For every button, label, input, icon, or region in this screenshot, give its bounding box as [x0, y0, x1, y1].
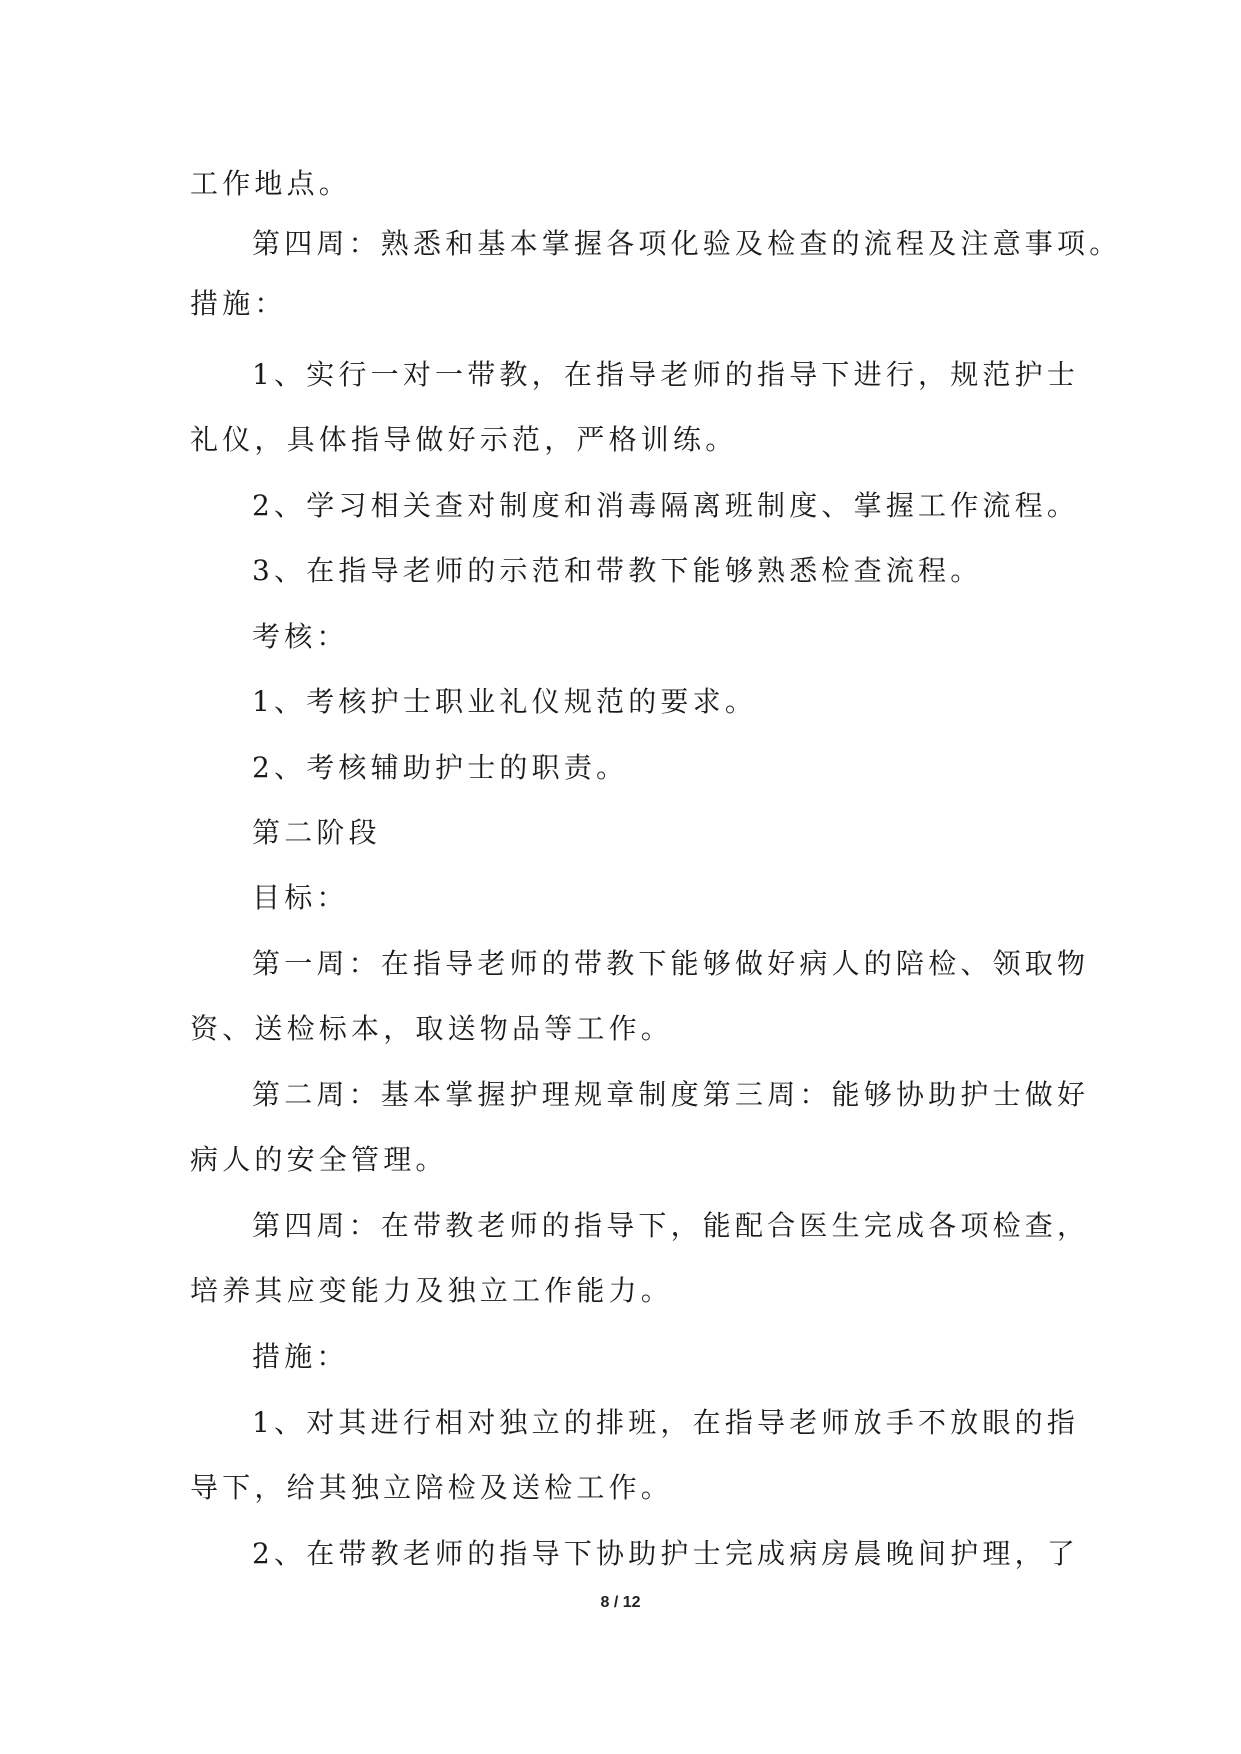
- text-line: 第二周：基本掌握护理规章制度第三周：能够协助护士做好: [252, 1078, 1090, 1111]
- text-line: 1、对其进行相对独立的排班，在指导老师放手不放眼的指: [252, 1406, 1080, 1439]
- text-line: 措施：: [190, 287, 287, 320]
- text-line: 资、送检标本，取送物品等工作。: [190, 1012, 674, 1045]
- text-line: 目标：: [252, 881, 349, 914]
- page-number: 8 / 12: [600, 1594, 641, 1611]
- text-line: 1、考核护士职业礼仪规范的要求。: [252, 685, 758, 718]
- text-line: 病人的安全管理。: [190, 1143, 448, 1176]
- text-line: 措施：: [252, 1340, 349, 1373]
- text-line: 导下，给其独立陪检及送检工作。: [190, 1471, 674, 1504]
- text-line: 礼仪，具体指导做好示范，严格训练。: [190, 423, 738, 456]
- text-line: 2、学习相关查对制度和消毒隔离班制度、掌握工作流程。: [252, 489, 1080, 522]
- text-line: 第四周：在带教老师的指导下，能配合医生完成各项检查，: [252, 1209, 1090, 1242]
- text-line: 2、考核辅助护士的职责。: [252, 751, 629, 784]
- text-line: 第二阶段: [252, 816, 381, 849]
- text-line: 第四周：熟悉和基本掌握各项化验及检查的流程及注意事项。: [252, 227, 1122, 260]
- text-line: 3、在指导老师的示范和带教下能够熟悉检查流程。: [252, 554, 983, 587]
- text-line: 培养其应变能力及独立工作能力。: [190, 1274, 674, 1307]
- text-line: 工作地点。: [190, 167, 352, 200]
- text-line: 2、在带教老师的指导下协助护士完成病房晨晚间护理，了: [252, 1537, 1080, 1570]
- text-line: 第一周：在指导老师的带教下能够做好病人的陪检、领取物: [252, 947, 1090, 980]
- text-line: 1、实行一对一带教，在指导老师的指导下进行，规范护士: [252, 358, 1080, 391]
- text-line: 考核：: [252, 620, 349, 653]
